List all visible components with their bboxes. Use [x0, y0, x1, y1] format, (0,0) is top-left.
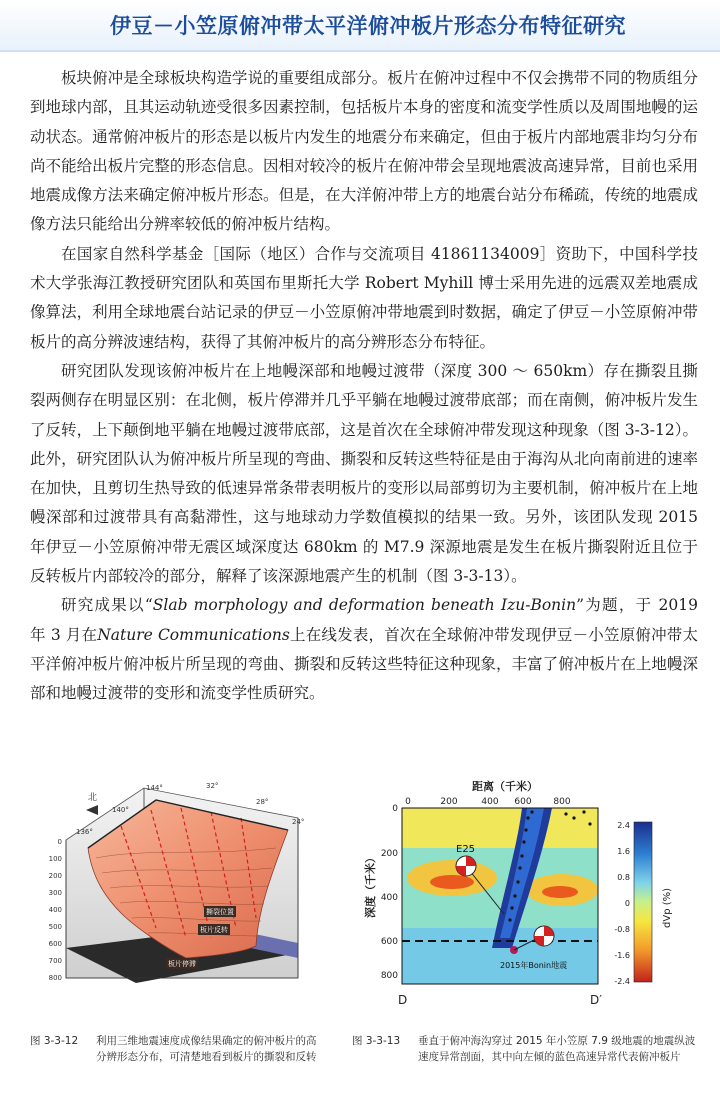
depth-tick: 300 [48, 889, 62, 897]
north-label: 北 [88, 793, 98, 803]
title-bar [0, 0, 720, 52]
p4-post: 上在线发表，首次在全球俯冲带发现伊豆－小笠原俯冲带太平洋俯冲板片俯冲板片所呈现的弯曲、撕裂和反转这些特征这种现象，丰富了俯冲板片在上地幔深部和地幔过渡带的变形和流变学性质研究。 [30, 625, 698, 703]
profile-end-label: D′ [590, 993, 602, 1007]
figure2-caption [352, 1033, 702, 1065]
x-axis-ticks [405, 797, 571, 807]
depth-tick: 200 [48, 872, 62, 880]
figure2-number: 图 3-3-13 [352, 1035, 401, 1047]
colorbar-label: dVp (%) [662, 887, 673, 928]
lat-tick: 32° [206, 782, 219, 790]
depth-tick: 100 [48, 855, 62, 863]
colorbar-tick: -0.8 [614, 925, 630, 934]
page-title: 伊豆－小笠原俯冲带太平洋俯冲板片形态分布特征研究 [110, 14, 626, 38]
colorbar-tick: 0 [624, 899, 630, 908]
paragraph-2: 在国家自然科学基金［国际（地区）合作与交流项目 41861134009］资助下，中国科学技术大学张海江教授研究团队和英国布里斯托大学 Robert Myhill 博士采用先进的远震双差地震成像算法，利用全球地震台站记录的伊豆－小笠原俯冲带地震到时数据，确定了伊豆－小笠原俯冲带板片的高分辨波速结构，获得了其俯冲板片的高分辨形态分布特征。 [30, 244, 698, 351]
depth-axis-title: 深度（千米） [364, 852, 377, 918]
colorbar-tick: 2.4 [617, 821, 630, 830]
depth-tick: 500 [48, 923, 62, 931]
left-hot [430, 875, 474, 889]
paragraph-1: 板块俯冲是全球板块构造学说的重要组成部分。板片在俯冲过程中不仅会携带不同的物质组分到地球内部，且其运动轨迹受很多因素控制，包括板片本身的密度和流变学性质以及周围地幔的运动状态。通常俯冲板片的形态是以板片内发生的地震分布来确定，但由于板片内部地震非均匀分布尚不能给出板片完整的形态信息。因相对较冷的板片在俯冲带会呈现地震波高速异常，目前也采用地震成像方法来确定俯冲板片形态。但是，在大洋俯冲带上方的地震台站分布稀疏，传统的地震成像方法只能给出分辨率较低的俯冲板片结构。 [30, 69, 698, 234]
depth-tick: 0 [57, 838, 62, 846]
paragraph-3: 研究团队发现该俯冲板片在上地幔深部和地幔过渡带（深度 300 ～ 650km）存在撕裂且撕裂两侧存在明显区别：在北侧，板片停滞并几乎平躺在地幔过渡带底部；而在南侧，俯冲板片发生了反转，上下颠倒地平躺在地幔过渡带底部，这是首次在全球俯冲带发现这种现象（图 3-3-12）。此外，研究团队认为俯冲板片所呈现的弯曲、撕裂和反转这些特征是由于海沟从北向南前进的速率在加快，且剪切生热导致的低速异常条带表明板片的变形以局部剪切为主要机制，俯冲板片在上地幔深部和过渡带具有高黏滞性，这与地球动力学数值模拟的结果一致。另外，该团队发现 2015 年伊豆－小笠原俯冲带无震区域深度达 680km 的 M7.9 深源地震是发生在板片撕裂附近且位于反转板片内部较冷的部分，解释了该深源地震产生的机制（图 3-3-13）。 [30, 361, 698, 586]
figure-3d-slab [26, 778, 326, 1018]
event-e25-label: E25 [456, 844, 476, 855]
stagnant-label: 板片停滞 [168, 960, 196, 968]
flip-label: 板片反转 [200, 926, 228, 934]
paragraph-4 [30, 591, 698, 708]
colorbar-tick: 0.8 [617, 873, 630, 882]
article-body [30, 64, 698, 709]
y-tick: 200 [380, 849, 398, 859]
velocity-field [402, 808, 598, 984]
colorbar-tick: -2.4 [614, 977, 630, 986]
p4-mid: ”为题，于 2019 年 3 月在 [30, 596, 698, 644]
lat-tick: 28° [256, 798, 269, 806]
figure2-caption-text: 垂直于俯冲海沟穿过 2015 年小笠原 7.9 级地震的地震纵波速度异常剖面，其中向左倾的蓝色高速异常代表俯冲板片 [418, 1035, 696, 1063]
x-tick: 400 [481, 797, 499, 807]
depth-tick: 400 [48, 906, 62, 914]
colorbar-ticks [614, 821, 630, 986]
distance-axis-title: 距离（千米） [472, 780, 538, 793]
y-tick: 800 [380, 971, 398, 981]
right-hot [542, 886, 578, 898]
journal-name: Nature Communications [97, 625, 290, 644]
depth-axis [49, 838, 62, 982]
lon-tick: 136° [76, 828, 93, 836]
upper-yellow [402, 808, 598, 848]
tear-label: 撕裂位置 [206, 908, 234, 916]
colorbar-tick: -1.6 [614, 951, 630, 960]
y-tick: 400 [380, 893, 398, 903]
depth-tick: 700 [48, 957, 62, 965]
colorbar-tick: 1.6 [617, 847, 630, 856]
p4-pre: 研究成果以“ [61, 596, 153, 615]
north-arrow [86, 791, 98, 815]
figure-cross-section [352, 778, 720, 1018]
paper-title: Slab morphology and deformation beneath Izu-Bonin [152, 596, 577, 615]
x-tick: 600 [514, 797, 532, 807]
y-axis-ticks [381, 804, 398, 981]
figure1-caption [30, 1033, 330, 1065]
lon-tick: 140° [112, 806, 129, 814]
colorbar [634, 822, 652, 982]
x-tick: 0 [405, 797, 411, 807]
slab-3d-svg [26, 778, 326, 1018]
north-arrow-icon [86, 805, 98, 815]
depth-tick: 600 [48, 940, 62, 948]
profile-start-label: D [398, 993, 408, 1007]
lat-tick: 24° [292, 818, 305, 826]
x-tick: 800 [553, 797, 571, 807]
lon-tick: 144° [146, 784, 163, 792]
y-tick: 600 [380, 937, 398, 947]
figure1-number: 图 3-3-12 [30, 1035, 79, 1047]
bonin-quake-label: 2015年Bonin地震 [500, 961, 568, 970]
x-tick: 200 [440, 797, 458, 807]
figure1-caption-text: 利用三维地震速度成像结果确定的俯冲板片的高分辨形态分布，可清楚地看到板片的撕裂和反转 [96, 1035, 317, 1063]
depth-tick: 800 [48, 974, 62, 982]
cross-section-svg [352, 778, 720, 1018]
y-tick: 0 [392, 804, 398, 814]
